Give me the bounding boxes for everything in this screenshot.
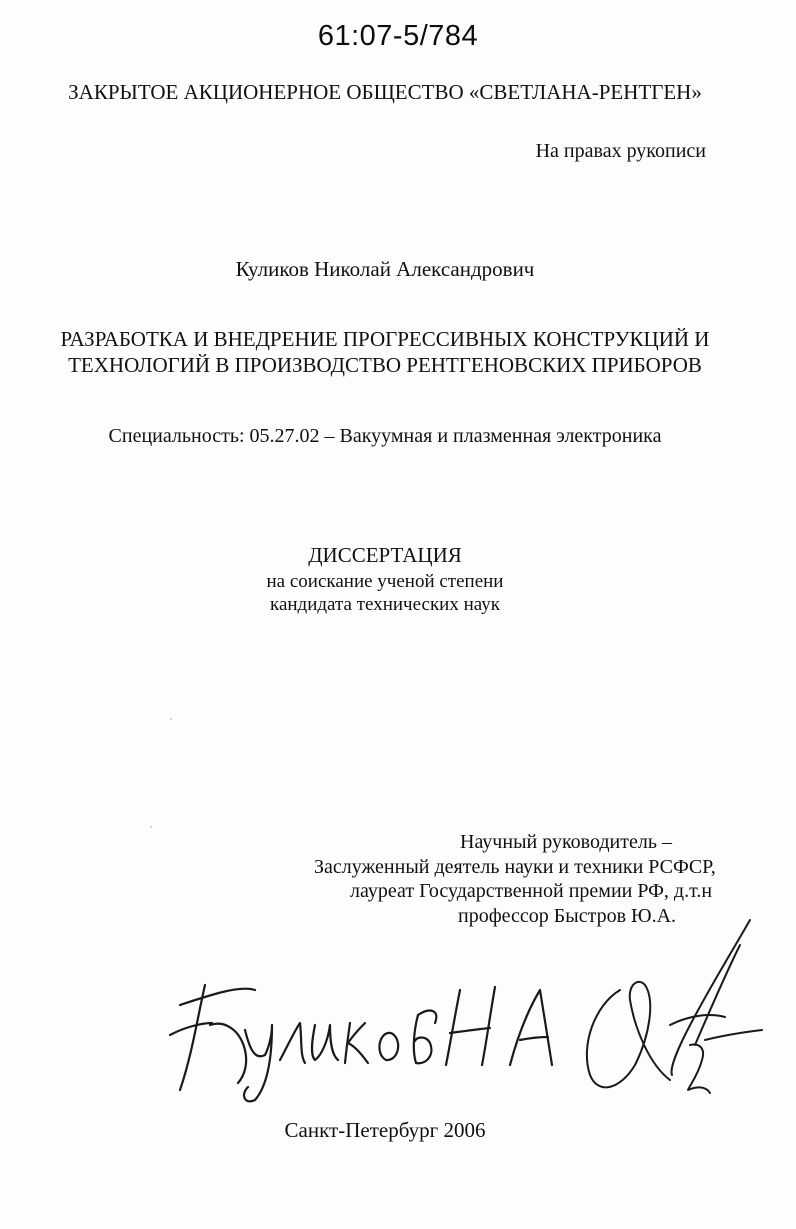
dissertation-title <box>0 326 770 378</box>
city-year: Санкт-Петербург 2006 <box>284 1118 486 1142</box>
scan-speck <box>150 826 152 828</box>
supervisor-line-2: Заслуженный деятель науки и техники РСФСР, <box>314 855 716 878</box>
author-name: Куликов Николай Александрович <box>235 257 535 281</box>
dissertation-type: ДИССЕРТАЦИЯ <box>308 543 462 567</box>
supervisor-line-4: профессор Быстров Ю.А. <box>458 904 677 927</box>
supervisor-signature <box>587 920 762 1093</box>
organization-name: ЗАКРЫТОЕ АКЦИОНЕРНОЕ ОБЩЕСТВО «СВЕТЛАНА-РЕНТГЕН» <box>68 80 702 104</box>
manuscript-note: На правах рукописи <box>535 140 706 162</box>
supervisor-line-3: лауреат Государственной премии РФ, д.т.н <box>350 880 713 902</box>
supervisor-line-1: Научный руководитель – <box>460 831 672 853</box>
title-line-1: РАЗРАБОТКА И ВНЕДРЕНИЕ ПРОГРЕССИВНЫХ КОНСТРУКЦИЙ И <box>60 327 710 351</box>
title-line-2: ТЕХНОЛОГИЙ В ПРОИЗВОДСТВО РЕНТГЕНОВСКИХ ПРИБОРОВ <box>68 353 702 377</box>
degree-description <box>0 570 770 616</box>
degree-line-1: на соискание ученой степени <box>266 571 504 592</box>
scientific-supervisor <box>300 830 730 928</box>
author-signature <box>170 985 552 1101</box>
scan-speck <box>170 718 172 720</box>
specialty: Специальность: 05.27.02 – Вакуумная и плазменная электроника <box>108 425 662 447</box>
catalog-number: 61:07-5/784 <box>317 20 479 52</box>
degree-line-2: кандидата технических наук <box>270 594 500 615</box>
signatures <box>150 915 780 1115</box>
